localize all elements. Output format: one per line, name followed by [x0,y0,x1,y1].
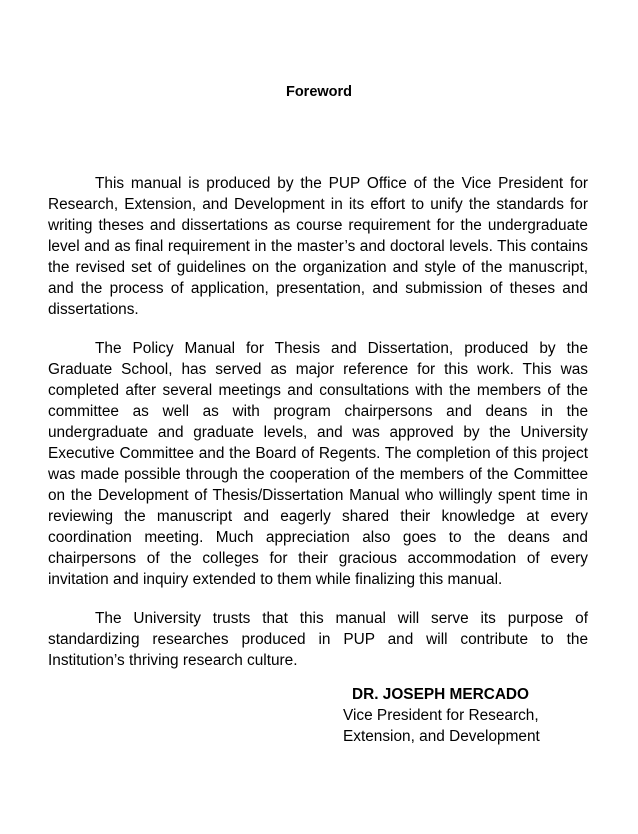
signatory-name: DR. JOSEPH MERCADO [352,686,530,703]
foreword-body [48,173,588,689]
paragraph-1: This manual is produced by the PUP Office of the Vice President for Research, Extension, and Development in its effort to unify the standards for writing theses and dissertations as course requirement for the undergraduate level and as final requirement in the master’s and doctoral levels. This contains the revised set of guidelines on the organization and style of the manuscript, and the process of application, presentation, and submission of theses and dissertations. [48,175,588,318]
paragraph-3: The University trusts that this manual will serve its purpose of standardizing researches produced in PUP and will contribute to the Institution’s thriving research culture. [48,610,588,669]
signature-block [343,684,603,747]
signatory-position-line-2: Extension, and Development [343,728,540,745]
paragraph-2: The Policy Manual for Thesis and Dissertation, produced by the Graduate School, has served as major reference for this work. This was completed after several meetings and consultations with the members of the committee as well as with program chairpersons and deans in the undergraduate and graduate levels, and was approved by the University Executive Committee and the Board of Regents. The completion of this project was made possible through the cooperation of the members of the Committee on the Development of Thesis/Dissertation Manual who willingly spent time in reviewing the manuscript and eagerly shared their knowledge at every coordination meeting. Much appreciation also goes to the deans and chairpersons of the colleges for their gracious accommodation of every invitation and inquiry extended to them while finalizing this manual. [48,340,588,588]
signatory-position-line-1: Vice President for Research, [343,707,539,724]
page-title: Foreword [285,84,353,100]
